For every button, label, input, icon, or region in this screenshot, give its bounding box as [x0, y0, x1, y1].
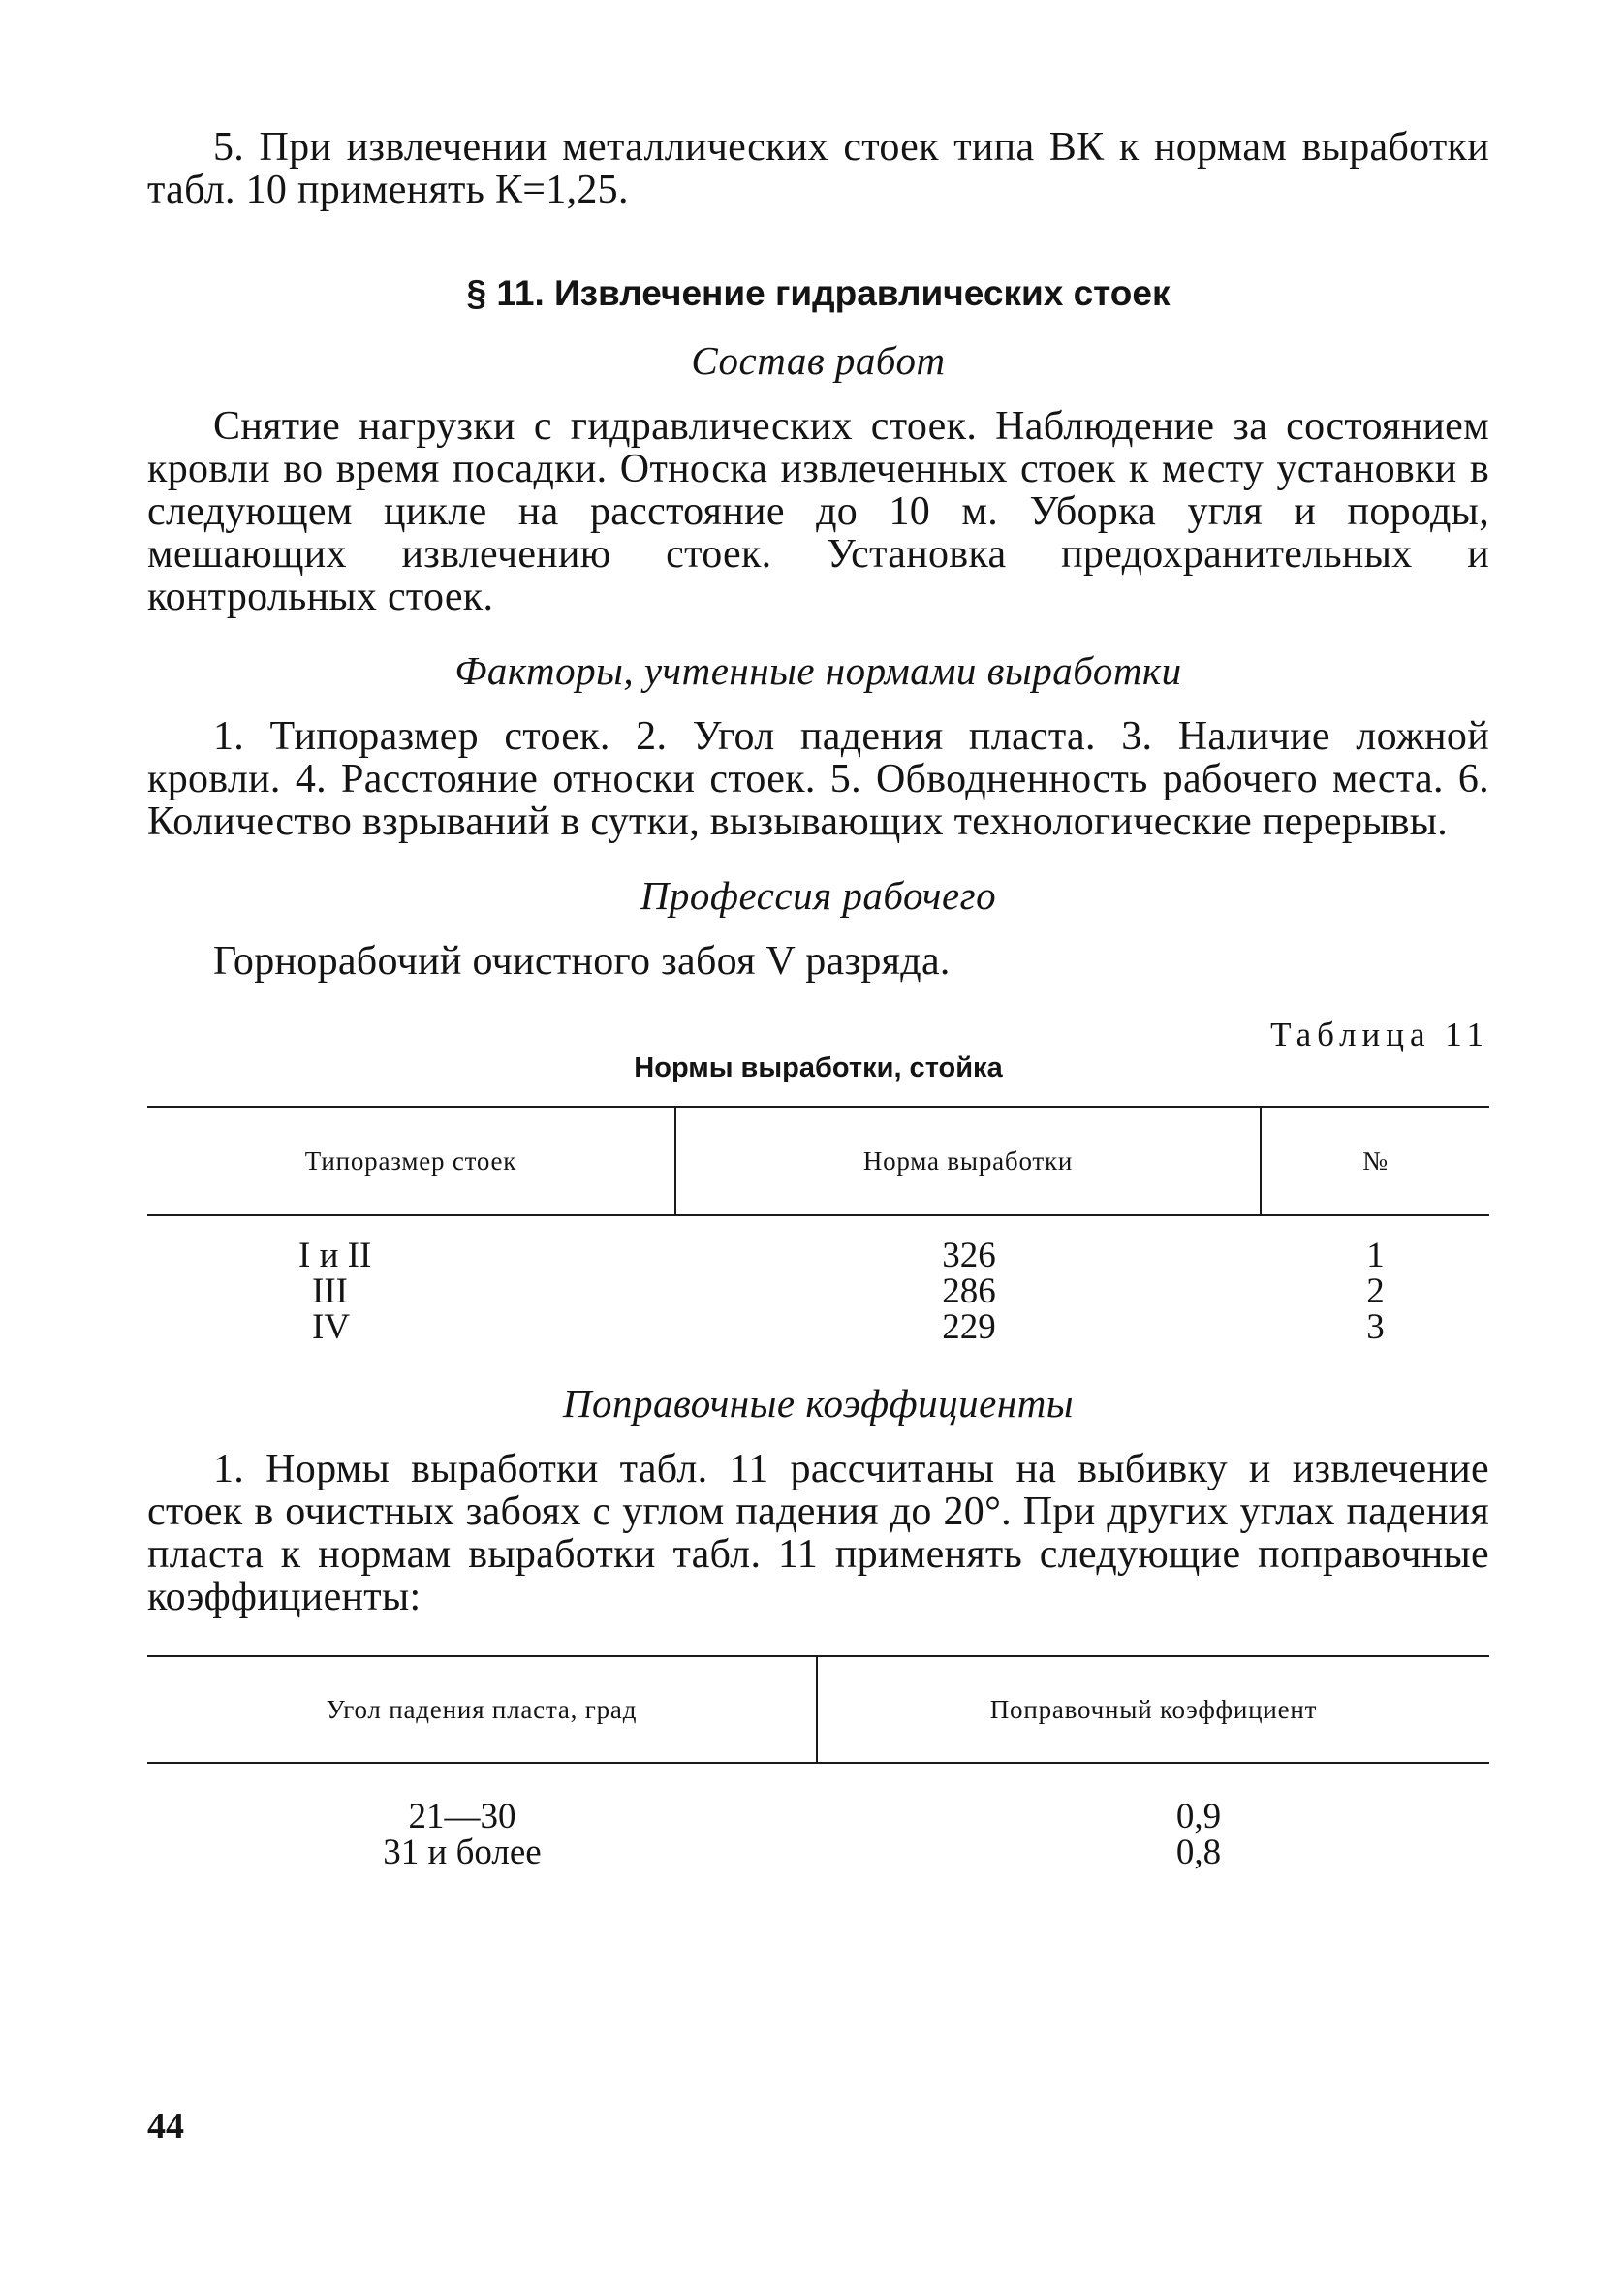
- document-page: [147, 126, 1489, 1870]
- factors-text: 1. Типоразмер стоек. 2. Угол падения пласта. 3. Наличие ложной кровли. 4. Расстояние относки стоек. 5. Обводненность рабочего места. 6. Количество взрываний в сутки, вызывающих технологические перерывы.: [147, 714, 1489, 844]
- table-11-header-number: №: [1362, 1145, 1389, 1176]
- corrections-title: Поправочные коэффициенты: [562, 1381, 1075, 1426]
- corrections-table: [147, 1655, 1489, 1870]
- table-11-header-size: Типоразмер стоек: [147, 1108, 676, 1214]
- corrections-cell-angle: 21—30: [408, 1797, 516, 1836]
- corrections-cell-angle: 31 и более: [383, 1833, 542, 1872]
- table-11-header-norm: Норма выработки: [676, 1108, 1262, 1214]
- table-11-cell-number: 2: [1366, 1271, 1385, 1311]
- table-11-cell-number: 1: [1366, 1236, 1385, 1275]
- composition-title: Состав работ: [691, 338, 946, 383]
- table-row: [147, 1273, 1489, 1309]
- table-11-header-row: [147, 1108, 1489, 1214]
- corrections-text: 1. Нормы выработки табл. 11 рассчитаны на выбивку и извлечение стоек в очистных забоях с углом падения до 20°. При других углах падения пласта к нормам выработки табл. 11 применять следующие поправочные коэффициенты:: [147, 1447, 1489, 1619]
- table-11-label: Таблица 11: [1270, 1016, 1489, 1053]
- profession-text: Горнорабочий очистного забоя V разряда.: [213, 939, 951, 984]
- table-11-title: Нормы выработки, стойка: [634, 1052, 1003, 1083]
- table-11-cell-number: 3: [1366, 1307, 1385, 1347]
- corrections-header-angle: Угол падения пласта, град: [147, 1657, 818, 1762]
- table-11: [147, 1106, 1489, 1345]
- table-row: [147, 1309, 1489, 1345]
- table-row: [147, 1799, 1489, 1835]
- table-11-cell-norm: 326: [942, 1236, 996, 1275]
- corrections-header-coefficient: Поправочный коэффициент: [989, 1694, 1318, 1724]
- corrections-cell-coefficient: 0,8: [1175, 1833, 1222, 1872]
- table-11-cell-size: I и II: [298, 1236, 372, 1275]
- composition-text: Снятие нагрузки с гидравлических стоек. Наблюдение за состоянием кровли во время посадки. Относка извлеченных стоек к месту установки в следующем цикле на расстояние до 10 м. Уборка угля и породы, мешающих извлечению стоек. Установка предохранительных и контрольных стоек.: [147, 404, 1489, 619]
- profession-title: Профессия рабочего: [640, 873, 997, 918]
- table-row: [147, 1238, 1489, 1273]
- section-title: § 11. Извлечение гидравлических стоек: [466, 273, 1171, 313]
- corrections-header-row: [147, 1657, 1489, 1762]
- note-5-paragraph: 5. При извлечении металлических стоек типа ВК к нормам выработки табл. 10 применять К=1,25.: [147, 125, 1489, 212]
- table-11-cell-norm: 286: [942, 1271, 996, 1311]
- table-11-cell-size: IV: [312, 1307, 351, 1347]
- table-11-cell-size: III: [312, 1271, 348, 1311]
- corrections-cell-coefficient: 0,9: [1175, 1797, 1222, 1836]
- table-11-cell-norm: 229: [942, 1307, 996, 1347]
- page-number: 44: [147, 2106, 184, 2147]
- table-11-body: [147, 1216, 1489, 1345]
- corrections-body: [147, 1764, 1489, 1870]
- table-row: [147, 1835, 1489, 1870]
- factors-title: Факторы, учтенные нормами выработки: [454, 648, 1182, 693]
